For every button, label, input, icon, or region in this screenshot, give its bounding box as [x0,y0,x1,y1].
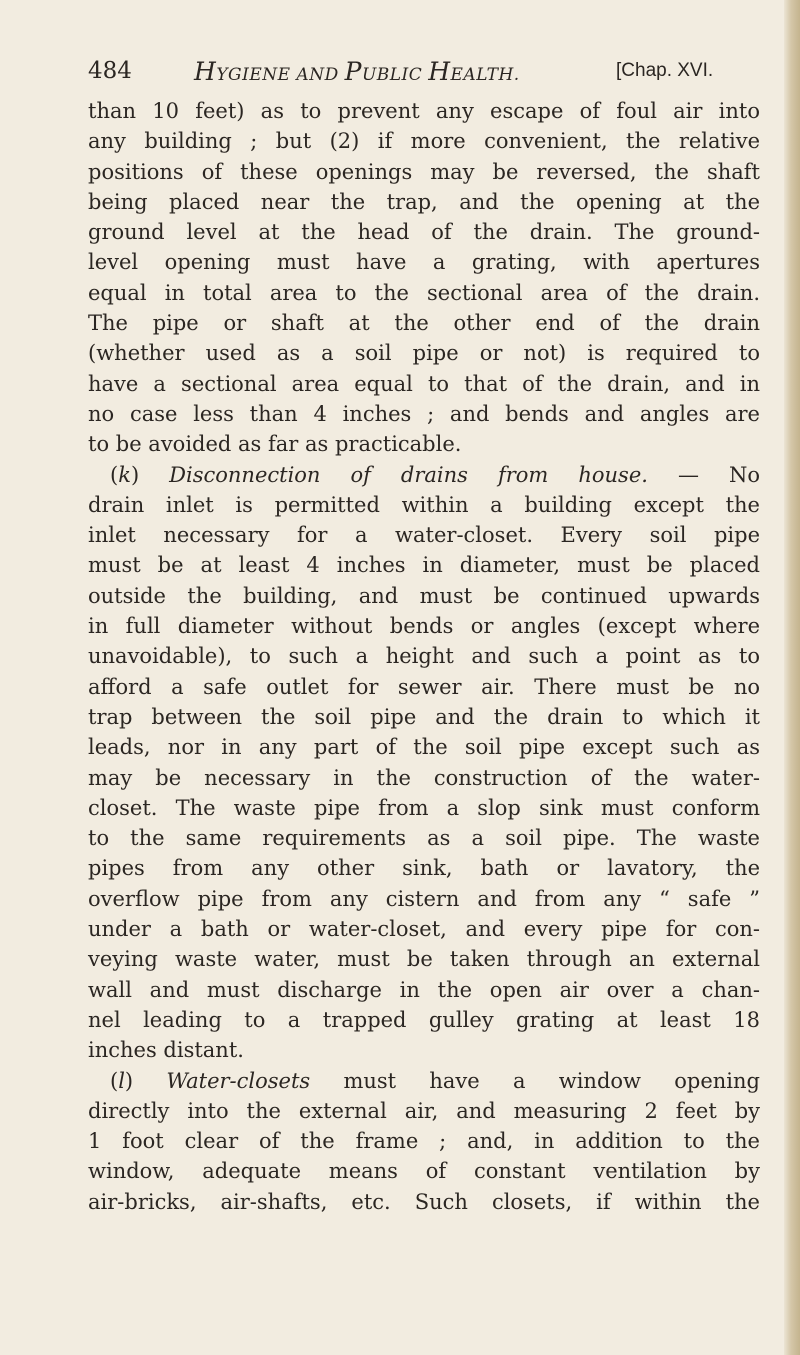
text-line: under a bath or water-closet, and every pipe for con- [88,917,760,942]
text-line: The pipe or shaft at the other end of the drain [88,311,760,336]
text-line: than 10 feet) as to prevent any escape of foul air into [88,99,760,123]
text-line: inlet necessary for a water-closet. Every soil pipe [88,523,760,548]
running-title: HYGIENE AND PUBLIC HEALTH. [194,57,520,86]
text-line: wall and must discharge in the open air over a chan- [88,977,760,1002]
text-line: equal in total area to the sectional area of the drain. [88,280,760,305]
text-line: may be necessary in the construction of the water- [88,765,760,790]
text-line: window, adequate means of constant ventilation by [88,1159,760,1184]
text-line: veying waste water, must be taken through an external [88,947,760,972]
text-line: closet. The waste pipe from a slop sink must conform [88,795,760,820]
text-line: level opening must have a grating, with apertures [88,250,760,275]
text-line: to the same requirements as a soil pipe. The waste [88,826,760,851]
text-line: afford a safe outlet for sewer air. There must be no [88,674,760,699]
text-line: in full diameter without bends or angles (except where [88,614,760,639]
text-line: trap between the soil pipe and the drain to which it [88,704,760,729]
page-number: 484 [88,58,132,84]
text-line: 1 foot clear of the frame ; and, in addition to the [88,1129,760,1154]
text-line: directly into the external air, and measuring 2 feet by [88,1098,760,1123]
text-line: any building ; but (2) if more convenient, the relative [88,129,760,154]
page-edge [784,0,800,1355]
text-line: pipes from any other sink, bath or lavatory, the [88,856,760,881]
text-line: (whether used as a soil pipe or not) is required to [88,341,760,366]
text-line: ground level at the head of the drain. The ground- [88,220,760,245]
text-line: (l) Water-closets must have a window opening [110,1068,760,1093]
text-line: have a sectional area equal to that of the drain, and in [88,371,760,396]
text-line: positions of these openings may be reversed, the shaft [88,159,760,184]
text-line: drain inlet is permitted within a building except the [88,492,760,517]
section-heading: Disconnection of drains from house. [169,462,648,487]
text-line: (k) Disconnection of drains from house. — No [110,462,760,487]
text-line: to be avoided as far as practicable. [88,432,462,457]
text-line: overflow pipe from any cistern and from any “ safe ” [88,886,760,911]
text-line: leads, nor in any part of the soil pipe except such as [88,735,760,760]
text-line: unavoidable), to such a height and such a point as to [88,644,760,669]
body-text [88,96,760,1217]
text-line: inches distant. [88,1038,244,1063]
chapter-reference: [Chap. XVI. [616,60,714,81]
text-line: outside the building, and must be continued upwards [88,583,760,608]
text-line: air-bricks, air-shafts, etc. Such closets, if within the [88,1189,760,1214]
running-head [88,58,768,92]
text-line: must be at least 4 inches in diameter, must be placed [88,553,760,578]
text-line: no case less than 4 inches ; and bends and angles are [88,401,760,426]
text-line: nel leading to a trapped gulley grating at least 18 [88,1007,760,1032]
text-line: being placed near the trap, and the opening at the [88,189,760,214]
section-heading: Water-closets [166,1068,311,1093]
